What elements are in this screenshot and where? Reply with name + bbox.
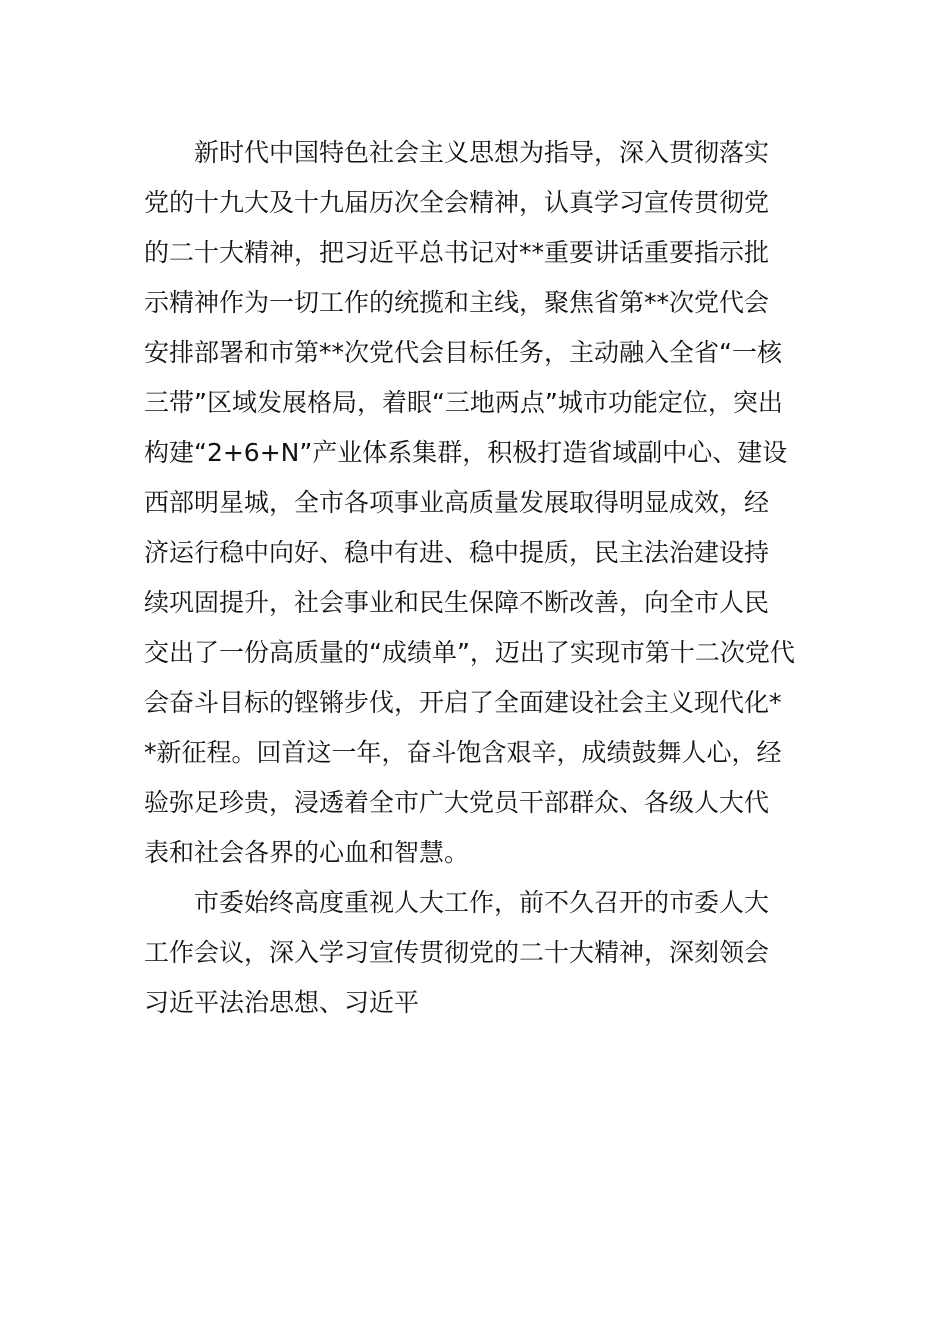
text-line: 安排部署和市第**次党代会目标任务，主动融入全省“一核 xyxy=(144,338,782,367)
text-line: 三带”区域发展格局，着眼“三地两点”城市功能定位，突出 xyxy=(144,388,783,417)
text-line: 会奋斗目标的铿锵步伐，开启了全面建设社会主义现代化* xyxy=(144,688,782,717)
text-line: 表和社会各界的心血和智慧。 xyxy=(144,838,470,867)
document-body xyxy=(144,128,808,1028)
text-line: 示精神作为一切工作的统揽和主线，聚焦省第**次党代会 xyxy=(144,288,770,317)
paragraph-1 xyxy=(144,128,808,878)
text-line: 西部明星城，全市各项事业高质量发展取得明显成效，经 xyxy=(144,488,770,517)
text-line: 市委始终高度重视人大工作，前不久召开的市委人大 xyxy=(194,888,770,917)
text-line: 济运行稳中向好、稳中有进、稳中提质，民主法治建设持 xyxy=(144,538,770,567)
text-line: 新时代中国特色社会主义思想为指导，深入贯彻落实 xyxy=(194,138,770,167)
text-line: 验弥足珍贵，浸透着全市广大党员干部群众、各级人大代 xyxy=(144,788,770,817)
text-line: *新征程。回首这一年，奋斗饱含艰辛，成绩鼓舞人心，经 xyxy=(144,738,782,767)
text-line: 交出了一份高质量的“成绩单”，迈出了实现市第十二次党代 xyxy=(144,638,795,667)
text-line: 工作会议，深入学习宣传贯彻党的二十大精神，深刻领会 xyxy=(144,938,770,967)
text-line: 党的十九大及十九届历次全会精神，认真学习宣传贯彻党 xyxy=(144,188,770,217)
paragraph-2 xyxy=(144,878,808,1028)
text-line: 的二十大精神，把习近平总书记对**重要讲话重要指示批 xyxy=(144,238,770,267)
text-line: 构建“2+6+N”产业体系集群，积极打造省域副中心、建设 xyxy=(144,438,788,467)
text-line: 续巩固提升，社会事业和民生保障不断改善，向全市人民 xyxy=(144,588,770,617)
text-line: 习近平法治思想、习近平 xyxy=(144,988,420,1017)
